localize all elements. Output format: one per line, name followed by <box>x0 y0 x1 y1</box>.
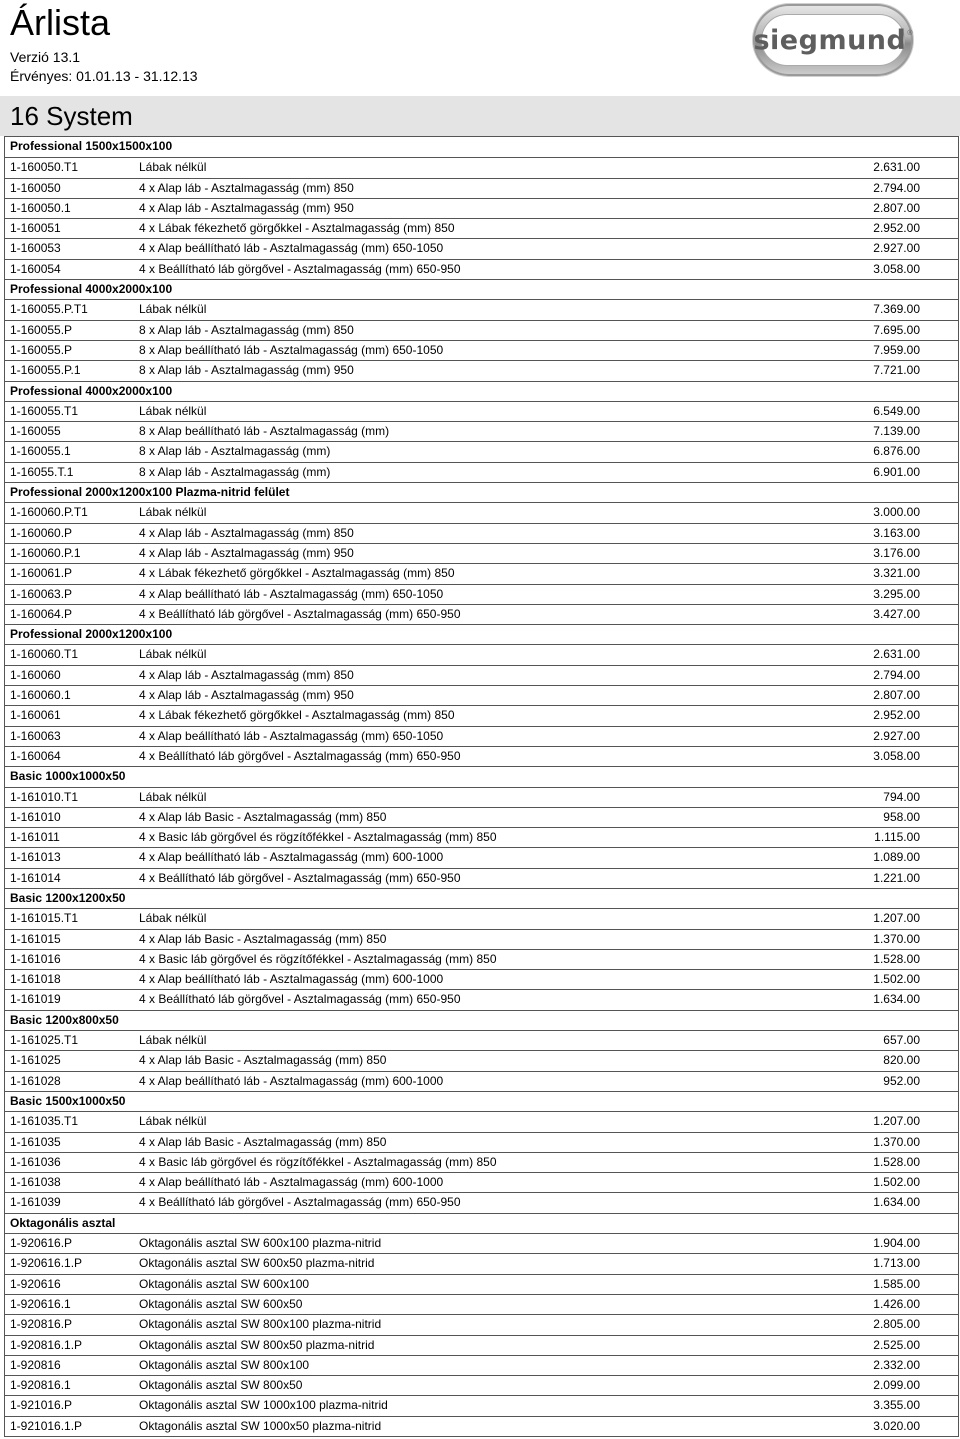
item-description: Oktagonális asztal SW 1000x50 plazma-nitrid <box>139 1418 382 1433</box>
item-code: 1-161036 <box>10 1154 61 1169</box>
item-code: 1-921016.P <box>10 1398 73 1413</box>
item-price: 2.927.00 <box>873 728 920 743</box>
item-code: 1-161010 <box>10 809 61 824</box>
item-description: 8 x Alap láb - Asztalmagasság (mm) 850 <box>139 322 354 337</box>
price-table <box>4 136 959 1437</box>
item-description: Oktagonális asztal SW 600x50 <box>139 1296 303 1311</box>
item-description: 4 x Alap láb - Asztalmagasság (mm) 850 <box>139 525 354 540</box>
item-price: 1.115.00 <box>874 830 920 845</box>
table-row <box>5 157 958 177</box>
item-description: Lábak nélkül <box>139 403 207 418</box>
table-row <box>5 1172 958 1192</box>
item-price: 7.695.00 <box>873 322 920 337</box>
table-row <box>5 1132 958 1152</box>
item-code: 1-160055.T1 <box>10 403 79 418</box>
table-row <box>5 543 958 563</box>
item-price: 2.631.00 <box>873 160 920 175</box>
table-row <box>5 665 958 685</box>
item-description: Lábak nélkül <box>139 1114 207 1129</box>
section-header-row: Professional 2000x1200x100 <box>5 624 958 644</box>
item-code: 1-161019 <box>10 992 61 1007</box>
item-price: 3.321.00 <box>873 566 920 581</box>
table-row <box>5 1294 958 1314</box>
item-description: Lábak nélkül <box>139 647 207 662</box>
item-price: 1.502.00 <box>873 972 920 987</box>
section-header-row: Basic 1200x1200x50 <box>5 888 958 908</box>
table-row <box>5 1274 958 1294</box>
table-row <box>5 1233 958 1253</box>
item-price: 1.904.00 <box>873 1236 920 1251</box>
item-description: 4 x Alap láb - Asztalmagasság (mm) 950 <box>139 545 354 560</box>
item-price: 3.020.00 <box>873 1418 920 1433</box>
table-row <box>5 827 958 847</box>
item-price: 3.176.00 <box>873 545 920 560</box>
item-description: Oktagonális asztal SW 1000x100 plazma-nitrid <box>139 1398 388 1413</box>
item-price: 2.099.00 <box>873 1378 920 1393</box>
table-row <box>5 563 958 583</box>
item-description: Oktagonális asztal SW 800x100 <box>139 1357 310 1372</box>
table-row <box>5 1395 958 1415</box>
item-code: 1-161018 <box>10 972 61 987</box>
item-code: 1-160064.P <box>10 606 73 621</box>
item-code: 1-161010.T1 <box>10 789 79 804</box>
item-code: 1-161035.T1 <box>10 1114 79 1129</box>
item-price: 3.355.00 <box>873 1398 920 1413</box>
item-code: 1-16055.T.1 <box>10 464 74 479</box>
item-code: 1-161013 <box>10 850 61 865</box>
item-description: 4 x Alap beállítható láb - Asztalmagasság (mm) 650-1050 <box>139 241 444 256</box>
item-price: 1.370.00 <box>873 931 920 946</box>
table-row <box>5 1152 958 1172</box>
item-code: 1-160063 <box>10 728 61 743</box>
table-row <box>5 1030 958 1050</box>
item-description: 4 x Basic láb görgővel és rögzítőfékkel - Asztalmagasság (mm) 850 <box>139 830 497 845</box>
item-price: 1.370.00 <box>873 1134 920 1149</box>
version-text: Verzió 13.1 <box>10 49 81 65</box>
item-description: 8 x Alap láb - Asztalmagasság (mm) <box>139 444 331 459</box>
table-row <box>5 1375 958 1395</box>
item-description: 4 x Alap beállítható láb - Asztalmagasság (mm) 650-1050 <box>139 586 444 601</box>
siegmund-logo <box>753 4 913 76</box>
table-row <box>5 787 958 807</box>
item-price: 952.00 <box>883 1073 920 1088</box>
item-description: Oktagonális asztal SW 800x50 <box>139 1378 303 1393</box>
item-price: 1.713.00 <box>873 1256 920 1271</box>
item-code: 1-161025.T1 <box>10 1033 79 1048</box>
item-description: 4 x Alap láb - Asztalmagasság (mm) 850 <box>139 667 354 682</box>
item-code: 1-160055.P <box>10 322 73 337</box>
table-row <box>5 726 958 746</box>
item-price: 3.000.00 <box>873 505 920 520</box>
section-header-row: Professional 1500x1500x100 <box>10 139 173 153</box>
item-code: 1-160055.P.1 <box>10 363 81 378</box>
item-code: 1-920616.P <box>10 1236 73 1251</box>
table-row <box>5 360 958 380</box>
item-description: Lábak nélkül <box>139 1033 207 1048</box>
item-price: 3.163.00 <box>873 525 920 540</box>
table-row <box>5 1050 958 1070</box>
table-row <box>5 178 958 198</box>
item-description: 4 x Alap beállítható láb - Asztalmagasság (mm) 600-1000 <box>139 972 444 987</box>
section-header-row: Oktagonális asztal <box>5 1213 958 1233</box>
item-code: 1-160064 <box>10 748 61 763</box>
item-price: 1.207.00 <box>873 911 920 926</box>
table-row <box>5 868 958 888</box>
table-row <box>5 1253 958 1273</box>
item-description: 4 x Lábak fékezhető görgőkkel - Asztalmagasság (mm) 850 <box>139 221 455 236</box>
item-price: 794.00 <box>883 789 920 804</box>
item-description: Oktagonális asztal SW 800x100 plazma-nitrid <box>139 1317 382 1332</box>
item-price: 2.332.00 <box>873 1357 920 1372</box>
item-code: 1-160060 <box>10 667 61 682</box>
item-code: 1-161039 <box>10 1195 61 1210</box>
item-description: 4 x Alap láb Basic - Asztalmagasság (mm) 850 <box>139 1134 387 1149</box>
section-header-row: Basic 1000x1000x50 <box>5 766 958 786</box>
item-code: 1-160050 <box>10 180 61 195</box>
item-description: 4 x Beállítható láb görgővel - Asztalmagasság (mm) 650-950 <box>139 992 461 1007</box>
table-row <box>5 421 958 441</box>
table-row <box>5 1335 958 1355</box>
table-row <box>5 908 958 928</box>
table-row <box>5 705 958 725</box>
table-row <box>5 1355 958 1375</box>
table-row <box>5 1111 958 1131</box>
item-description: Lábak nélkül <box>139 789 207 804</box>
item-code: 1-161011 <box>10 830 60 845</box>
item-price: 820.00 <box>883 1053 920 1068</box>
table-row <box>5 238 958 258</box>
item-code: 1-161015.T1 <box>10 911 79 926</box>
item-description: 4 x Alap beállítható láb - Asztalmagasság (mm) 600-1000 <box>139 1073 444 1088</box>
table-row <box>5 198 958 218</box>
item-code: 1-920616 <box>10 1276 61 1291</box>
item-code: 1-160054 <box>10 261 61 276</box>
item-price: 2.952.00 <box>873 221 920 236</box>
item-code: 1-160055.P <box>10 342 73 357</box>
section-banner-title: 16 System <box>10 101 133 131</box>
item-description: 4 x Basic láb görgővel és rögzítőfékkel - Asztalmagasság (mm) 850 <box>139 951 497 966</box>
item-description: 8 x Alap láb - Asztalmagasság (mm) 950 <box>139 363 354 378</box>
section-header-row: Professional 4000x2000x100 <box>5 381 958 401</box>
item-code: 1-160060.T1 <box>10 647 79 662</box>
table-row <box>5 401 958 421</box>
item-description: Lábak nélkül <box>139 911 207 926</box>
logo-text: siegmund <box>753 24 907 56</box>
table-row <box>5 604 958 624</box>
item-description: Oktagonális asztal SW 600x100 plazma-nitrid <box>139 1236 382 1251</box>
item-price: 7.959.00 <box>873 342 920 357</box>
item-description: 4 x Alap beállítható láb - Asztalmagasság (mm) 600-1000 <box>139 1175 444 1190</box>
item-code: 1-160061.P <box>10 566 73 581</box>
item-price: 6.549.00 <box>873 403 920 418</box>
section-header-row: Basic 1500x1000x50 <box>5 1091 958 1111</box>
item-description: 8 x Alap beállítható láb - Asztalmagasság (mm) <box>139 424 390 439</box>
item-code: 1-160053 <box>10 241 61 256</box>
item-code: 1-161025 <box>10 1053 61 1068</box>
item-code: 1-921016.1.P <box>10 1418 83 1433</box>
item-description: 4 x Lábak fékezhető görgőkkel - Asztalmagasság (mm) 850 <box>139 708 455 723</box>
item-code: 1-160060.P <box>10 525 73 540</box>
table-row <box>5 1416 958 1436</box>
item-description: 4 x Basic láb görgővel és rögzítőfékkel - Asztalmagasság (mm) 850 <box>139 1154 497 1169</box>
table-row <box>5 584 958 604</box>
item-price: 1.221.00 <box>873 870 920 885</box>
section-header-row: Professional 2000x1200x100 Plazma-nitrid felület <box>5 482 958 502</box>
item-description: 4 x Beállítható láb görgővel - Asztalmagasság (mm) 650-950 <box>139 261 461 276</box>
item-code: 1-920816 <box>10 1357 61 1372</box>
item-price: 657.00 <box>883 1033 920 1048</box>
item-description: Oktagonális asztal SW 600x50 plazma-nitrid <box>139 1256 375 1271</box>
item-price: 1.585.00 <box>873 1276 920 1291</box>
item-code: 1-161038 <box>10 1175 61 1190</box>
item-description: 8 x Alap láb - Asztalmagasság (mm) <box>139 464 331 479</box>
item-code: 1-161035 <box>10 1134 61 1149</box>
table-row <box>5 462 958 482</box>
table-row <box>5 1192 958 1212</box>
table-row <box>5 949 958 969</box>
item-code: 1-160055 <box>10 424 61 439</box>
item-description: 4 x Alap láb - Asztalmagasság (mm) 850 <box>139 180 354 195</box>
item-code: 1-160060.1 <box>10 688 71 703</box>
item-price: 3.058.00 <box>873 261 920 276</box>
item-code: 1-920816.1.P <box>10 1337 83 1352</box>
item-description: 4 x Alap beállítható láb - Asztalmagasság (mm) 650-1050 <box>139 728 444 743</box>
item-description: 4 x Alap láb Basic - Asztalmagasság (mm) 850 <box>139 1053 387 1068</box>
item-code: 1-161014 <box>10 870 61 885</box>
item-code: 1-160051 <box>10 221 61 236</box>
table-row <box>5 746 958 766</box>
item-price: 1.528.00 <box>873 951 920 966</box>
item-description: 4 x Beállítható láb görgővel - Asztalmagasság (mm) 650-950 <box>139 870 461 885</box>
table-row <box>5 320 958 340</box>
item-price: 1.634.00 <box>873 992 920 1007</box>
section-header-row: Professional 4000x2000x100 <box>5 279 958 299</box>
item-code: 1-160055.1 <box>10 444 71 459</box>
item-code: 1-160050.1 <box>10 200 71 215</box>
item-code: 1-920816.1 <box>10 1378 71 1393</box>
table-row <box>5 218 958 238</box>
item-description: 8 x Alap beállítható láb - Asztalmagasság (mm) 650-1050 <box>139 342 444 357</box>
item-price: 2.807.00 <box>873 200 920 215</box>
item-description: 4 x Beállítható láb görgővel - Asztalmagasság (mm) 650-950 <box>139 748 461 763</box>
item-price: 2.794.00 <box>873 667 920 682</box>
item-price: 2.794.00 <box>873 180 920 195</box>
table-row <box>5 807 958 827</box>
item-description: 4 x Beállítható láb görgővel - Asztalmagasság (mm) 650-950 <box>139 606 461 621</box>
item-code: 1-161028 <box>10 1073 61 1088</box>
section-header-row: Basic 1200x800x50 <box>5 1010 958 1030</box>
table-row <box>5 502 958 522</box>
item-price: 1.207.00 <box>873 1114 920 1129</box>
item-description: Oktagonális asztal SW 600x100 <box>139 1276 310 1291</box>
validity-text: Érvényes: 01.01.13 - 31.12.13 <box>10 68 198 84</box>
table-row <box>5 969 958 989</box>
item-code: 1-160050.T1 <box>10 160 79 175</box>
item-price: 1.089.00 <box>873 850 920 865</box>
table-row <box>5 523 958 543</box>
item-description: 4 x Beállítható láb görgővel - Asztalmagasság (mm) 650-950 <box>139 1195 461 1210</box>
item-price: 1.502.00 <box>873 1175 920 1190</box>
table-row <box>5 847 958 867</box>
item-price: 3.058.00 <box>873 748 920 763</box>
item-description: 4 x Alap láb - Asztalmagasság (mm) 950 <box>139 200 354 215</box>
table-row <box>5 259 958 279</box>
table-row <box>5 441 958 461</box>
table-row <box>5 644 958 664</box>
item-description: Lábak nélkül <box>139 505 207 520</box>
table-row <box>5 989 958 1009</box>
item-description: Lábak nélkül <box>139 302 207 317</box>
item-code: 1-920616.1 <box>10 1296 71 1311</box>
item-price: 3.427.00 <box>873 606 920 621</box>
item-price: 2.805.00 <box>873 1317 920 1332</box>
item-price: 7.369.00 <box>873 302 920 317</box>
item-price: 2.525.00 <box>873 1337 920 1352</box>
item-description: Oktagonális asztal SW 800x50 plazma-nitrid <box>139 1337 375 1352</box>
item-description: 4 x Alap láb Basic - Asztalmagasság (mm) 850 <box>139 931 387 946</box>
item-code: 1-920616.1.P <box>10 1256 83 1271</box>
table-row <box>5 685 958 705</box>
section-banner <box>0 96 960 136</box>
item-price: 2.952.00 <box>873 708 920 723</box>
item-description: Lábak nélkül <box>139 160 207 175</box>
table-row <box>5 1314 958 1334</box>
item-code: 1-160060.P.T1 <box>10 505 88 520</box>
item-code: 1-160060.P.1 <box>10 545 81 560</box>
item-code: 1-161016 <box>10 951 61 966</box>
item-price: 958.00 <box>883 809 920 824</box>
table-row <box>5 340 958 360</box>
item-price: 1.528.00 <box>873 1154 920 1169</box>
item-price: 3.295.00 <box>873 586 920 601</box>
item-price: 2.631.00 <box>873 647 920 662</box>
item-code: 1-160061 <box>10 708 61 723</box>
item-description: 4 x Lábak fékezhető görgőkkel - Asztalmagasság (mm) 850 <box>139 566 455 581</box>
item-code: 1-161015 <box>10 931 61 946</box>
table-row <box>5 1071 958 1091</box>
item-price: 2.927.00 <box>873 241 920 256</box>
item-price: 6.901.00 <box>873 464 920 479</box>
item-price: 6.876.00 <box>873 444 920 459</box>
registered-mark: ® <box>907 29 913 37</box>
item-price: 2.807.00 <box>873 688 920 703</box>
item-price: 1.426.00 <box>873 1296 920 1311</box>
item-description: 4 x Alap láb Basic - Asztalmagasság (mm) 850 <box>139 809 387 824</box>
table-row <box>5 299 958 319</box>
item-price: 7.139.00 <box>873 424 920 439</box>
item-code: 1-160063.P <box>10 586 73 601</box>
table-row <box>5 929 958 949</box>
item-code: 1-920816.P <box>10 1317 73 1332</box>
item-code: 1-160055.P.T1 <box>10 302 88 317</box>
item-description: 4 x Alap láb - Asztalmagasság (mm) 950 <box>139 688 354 703</box>
page-title: Árlista <box>10 2 111 43</box>
item-price: 1.634.00 <box>873 1195 920 1210</box>
item-price: 7.721.00 <box>873 363 920 378</box>
item-description: 4 x Alap beállítható láb - Asztalmagasság (mm) 600-1000 <box>139 850 444 865</box>
